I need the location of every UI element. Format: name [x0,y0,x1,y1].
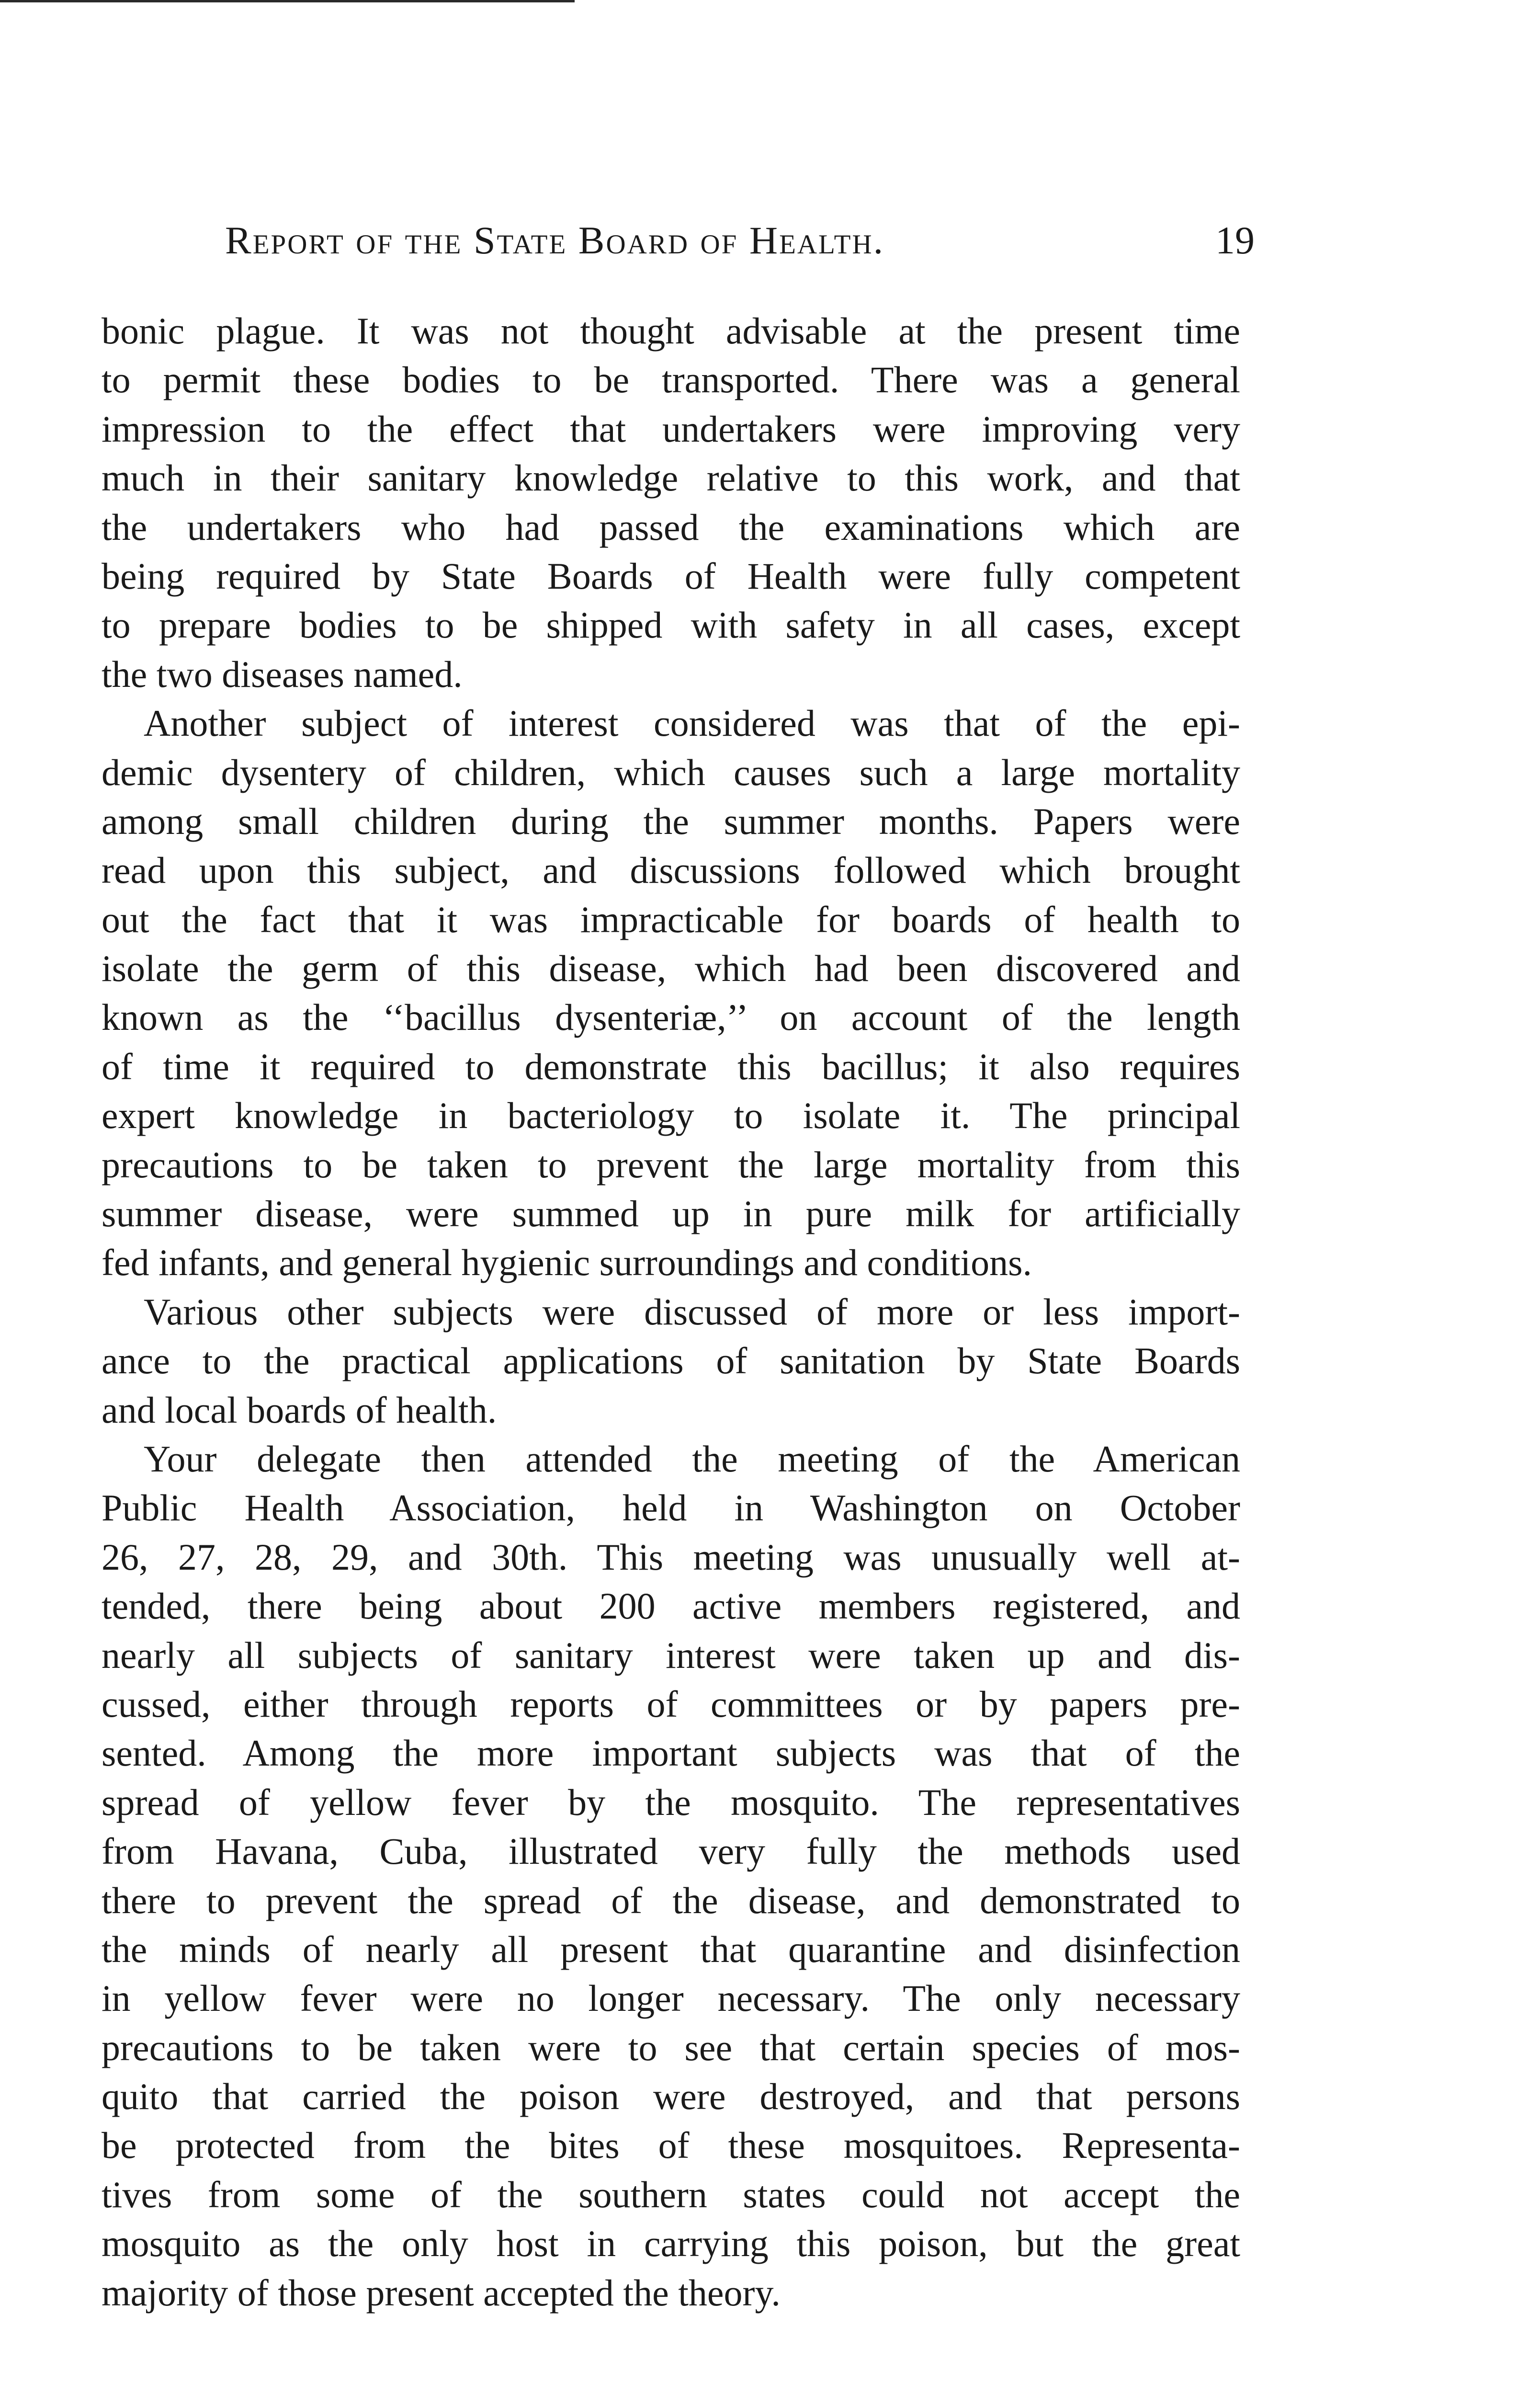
text-line: fed infants, and general hygienic surroundings and conditions. [102,1242,1032,1284]
text-line: much in their sanitary knowledge relative to this work, and that [102,457,1240,499]
text-line: read upon this subject, and discussions followed which brought [102,849,1240,891]
text-line: cussed, either through reports of committees or by papers pre- [102,1683,1240,1725]
text-line: out the fact that it was impracticable for boards of health to [102,898,1240,940]
paragraph [102,699,1240,1288]
text-line: known as the ‘‘bacillus dysenteriæ,’’ on account of the length [102,996,1240,1038]
text-line: expert knowledge in bacteriology to isolate it. The principal [102,1095,1240,1137]
text-line: Another subject of interest considered was that of the epi- [144,702,1240,744]
text-line: among small children during the summer months. Papers were [102,800,1240,842]
text-line: precautions to be taken to prevent the large mortality from this [102,1143,1240,1186]
text-line: precautions to be taken were to see that certain species of mos- [102,2026,1240,2068]
text-line: the two diseases named. [102,653,463,695]
text-line: mosquito as the only host in carrying this poison, but the great [102,2223,1240,2265]
text-line: sented. Among the more important subjects was that of the [102,1732,1240,1774]
text-line: bonic plague. It was not thought advisable at the present time [102,310,1240,352]
running-title: Report of the State Board of Health. [225,218,885,262]
text-line: quito that carried the poison were destroyed, and that persons [102,2076,1240,2118]
text-line: nearly all subjects of sanitary interest were taken up and dis- [102,1634,1240,1676]
text-line: impression to the effect that undertakers were improving very [102,408,1240,450]
paragraph [102,1288,1240,1435]
text-line: 26, 27, 28, 29, and 30th. This meeting was unusually well at- [102,1536,1240,1578]
text-line: Various other subjects were discussed of more or less import- [144,1290,1240,1333]
page-number: 19 [1215,218,1255,262]
text-line: demic dysentery of children, which causes such a large mortality [102,751,1240,793]
text-line: ance to the practical applications of sanitation by State Boards [102,1340,1240,1382]
text-line: majority of those present accepted the theory. [102,2271,781,2314]
paragraph [102,1435,1240,2317]
text-line: summer disease, were summed up in pure milk for artificially [102,1193,1240,1235]
text-line: Your delegate then attended the meeting of the American [144,1437,1240,1480]
text-line: there to prevent the spread of the disease, and demonstrated to [102,1879,1240,1921]
text-line: spread of yellow fever by the mosquito. The representatives [102,1781,1240,1823]
text-line: in yellow fever were no longer necessary. The only necessary [102,1977,1240,2019]
text-line: of time it required to demonstrate this bacillus; it also requires [102,1045,1240,1087]
text-line: Public Health Association, held in Washington on October [102,1487,1240,1529]
text-line: to prepare bodies to be shipped with safety in all cases, except [102,604,1240,646]
text-line: tended, there being about 200 active members registered, and [102,1585,1240,1627]
top-rule [0,0,575,2]
running-head [225,218,1255,280]
body-text [102,307,1240,2317]
paragraph [102,307,1240,699]
text-line: and local boards of health. [102,1389,497,1431]
text-line: the undertakers who had passed the examinations which are [102,506,1240,548]
text-line: be protected from the bites of these mosquitoes. Representa- [102,2124,1240,2167]
text-line: to permit these bodies to be transported. There was a general [102,359,1240,401]
text-line: tives from some of the southern states could not accept the [102,2173,1240,2215]
text-line: the minds of nearly all present that quarantine and disinfection [102,1928,1240,1970]
text-line: being required by State Boards of Health were fully competent [102,555,1240,597]
text-line: isolate the germ of this disease, which had been discovered and [102,947,1240,990]
text-line: from Havana, Cuba, illustrated very fully the methods used [102,1830,1240,1872]
